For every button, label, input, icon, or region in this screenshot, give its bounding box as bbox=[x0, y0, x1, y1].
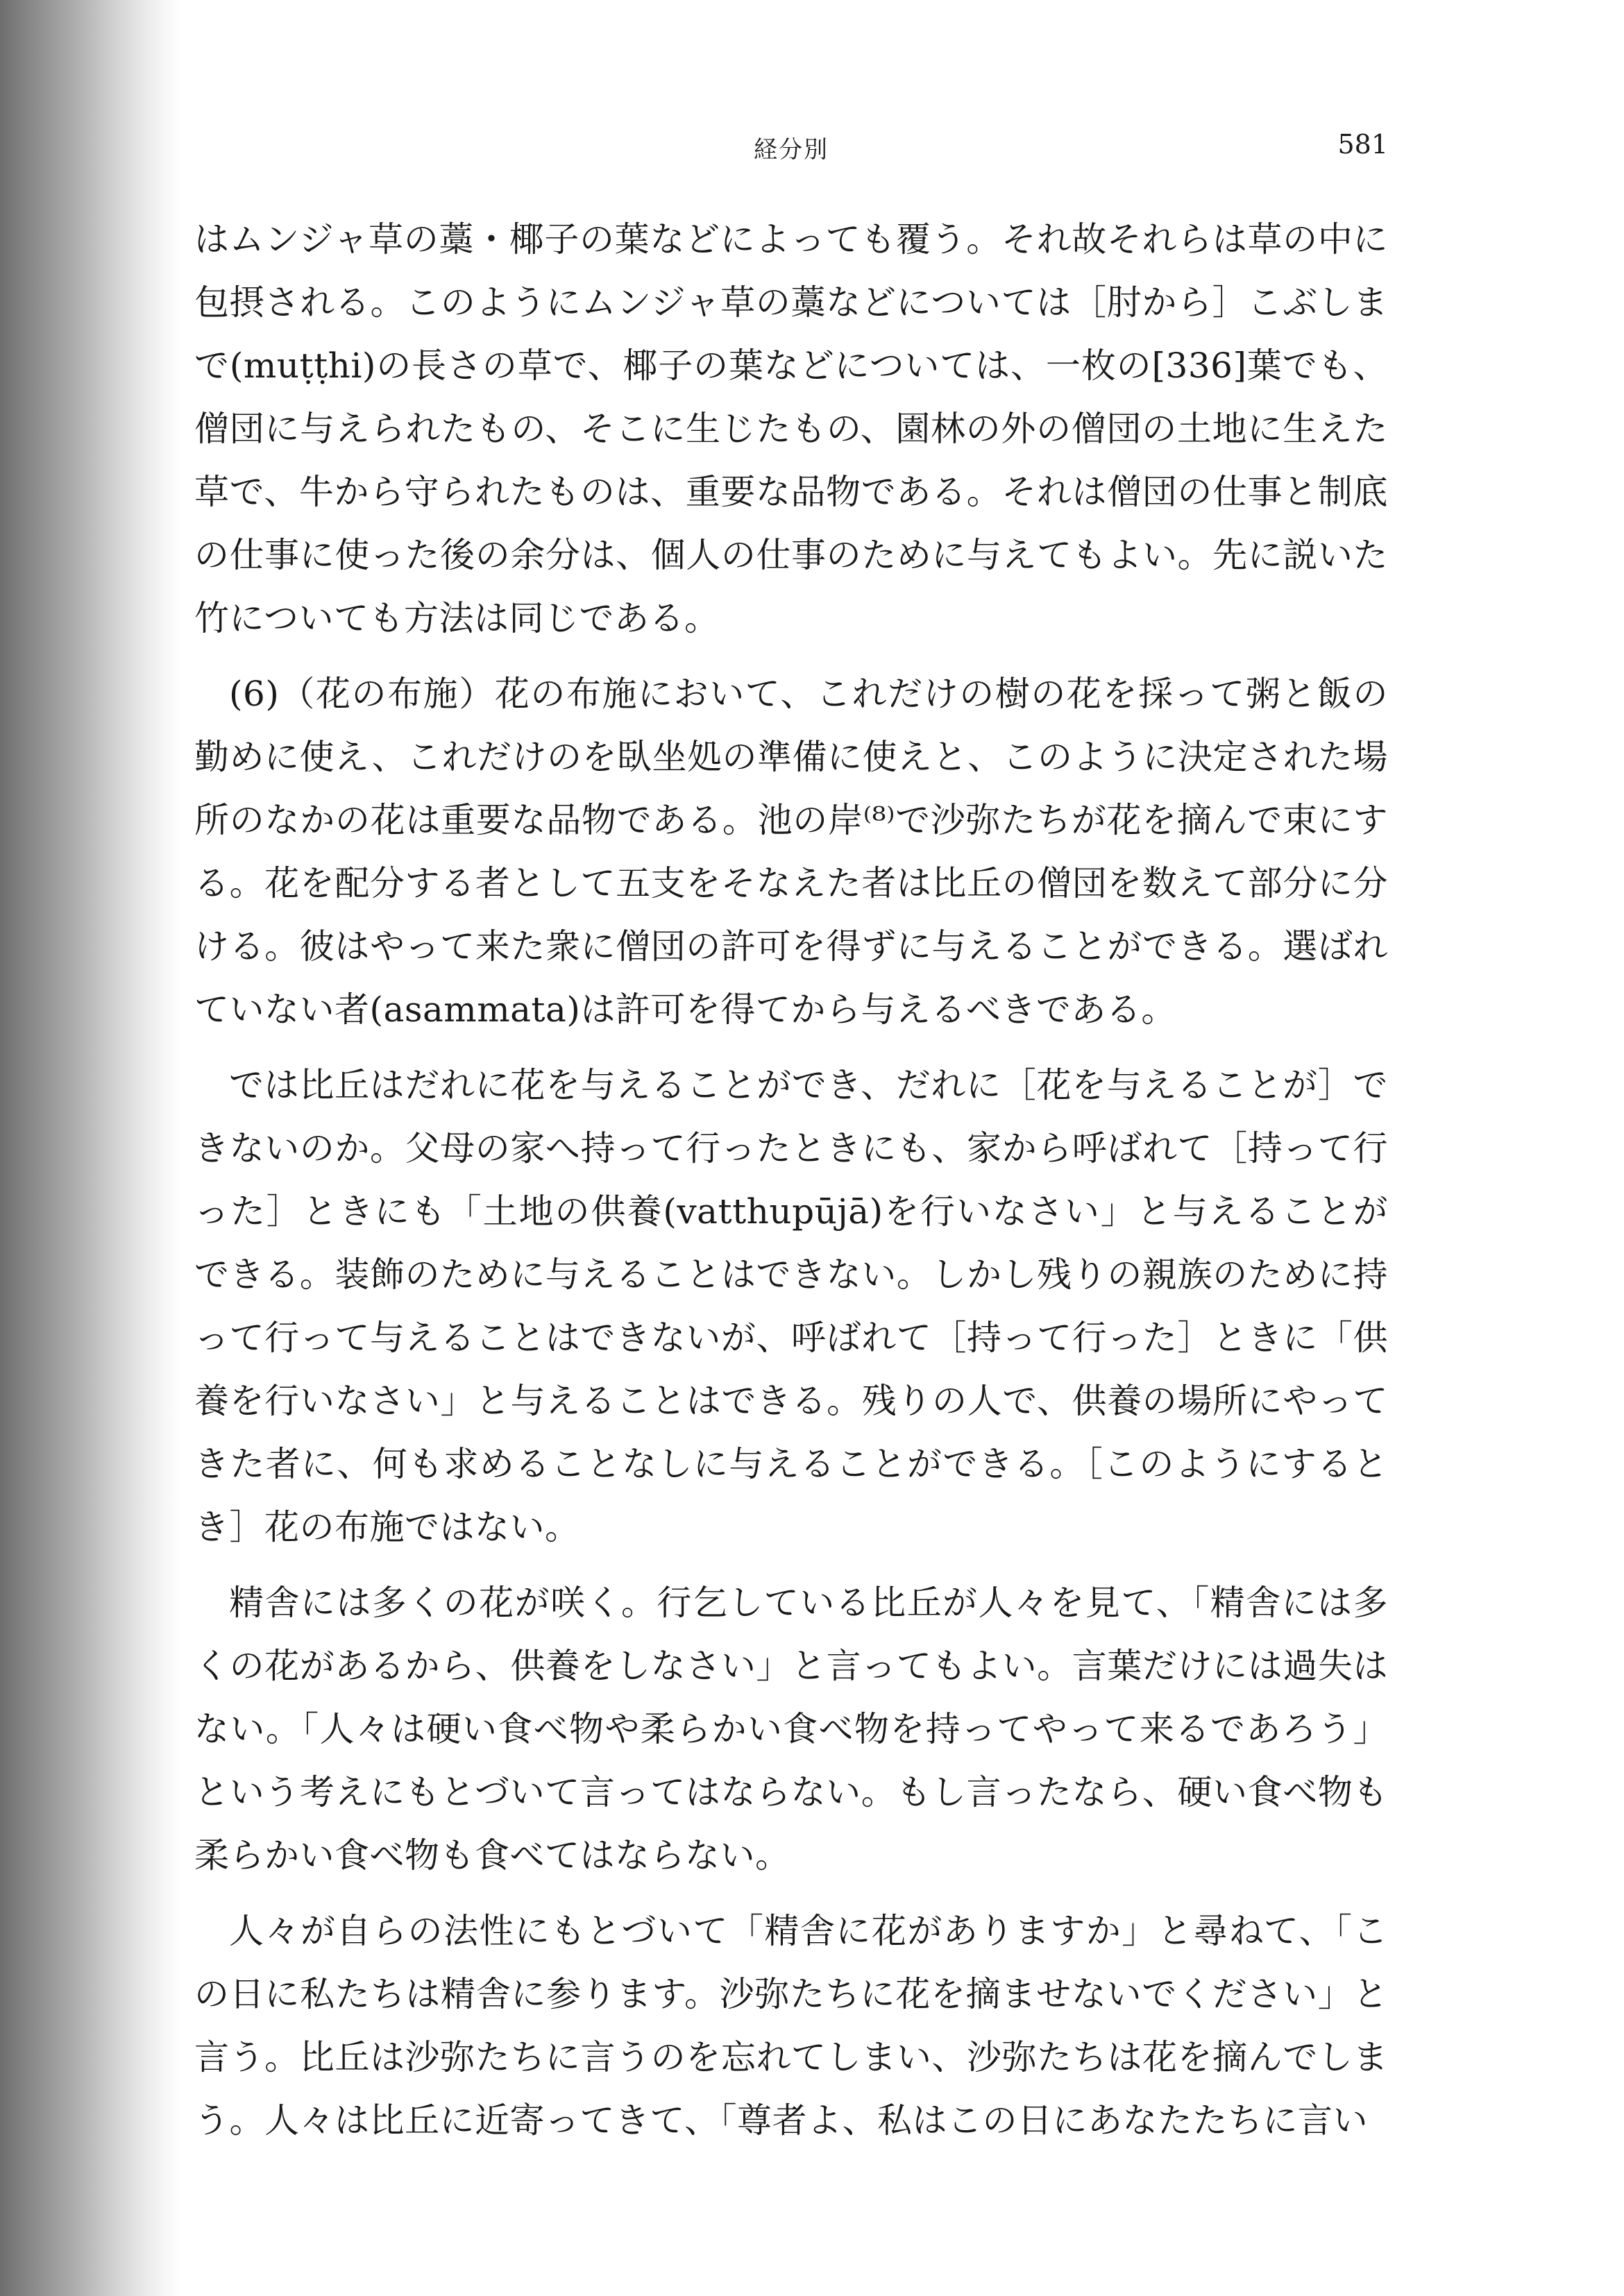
running-head: 経分別 bbox=[754, 136, 829, 164]
page-header bbox=[194, 130, 1388, 172]
paragraph-4: 精舎には多くの花が咲く。行乞している比丘が人々を見て、「精舎には多くの花があるから、供養をしなさい」と言ってもよい。言葉だけには過失はない。「人々は硬い食べ物や柔らかい食べ物を持ってやって来るであろう」という考えにもとづいて言ってはならない。もし言ったなら、硬い食べ物も柔らかい食べ物も食べてはならない。 bbox=[194, 1583, 1388, 1876]
book-spine-shadow bbox=[0, 0, 180, 2296]
body-text bbox=[194, 208, 1388, 2165]
paragraph-3: では比丘はだれに花を与えることができ、だれに［花を与えることが］できないのか。父母の家へ持って行ったときにも、家から呼ばれて［持って行った］ときにも「土地の供養(vatthupūjā)を行いなさい」と与えることができる。装飾のために与えることはできない。しかし残りの親族のために持って行って与えることはできないが、呼ばれて［持って行った］ときに「供養を行いなさい」と与えることはできる。残りの人で、供養の場所にやってきた者に、何も求めることなしに与えることができる。［このようにするとき］花の布施ではない。 bbox=[194, 1065, 1388, 1547]
paragraph-2: (6)（花の布施）花の布施において、これだけの樹の花を採って粥と飯の勤めに使え、これだけのを臥坐処の準備に使えと、このように決定された場所のなかの花は重要な品物である。池の岸⁽⁸⁾で沙弥たちが花を摘んで束にする。花を配分する者として五支をそなえた者は比丘の僧団を数えて部分に分ける。彼はやって来た衆に僧団の許可を得ずに与えることができる。選ばれていない者(asammata)は許可を得てから与えるべきである。 bbox=[194, 674, 1388, 1030]
paragraph-5: 人々が自らの法性にもとづいて「精舎に花がありますか」と尋ねて、「この日に私たちは精舎に参ります。沙弥たちに花を摘ませないでください」と言う。比丘は沙弥たちに言うのを忘れてしまい、沙弥たちは花を摘んでしまう。人々は比丘に近寄ってきて、「尊者よ、私はこの日にあなたたちに言い bbox=[194, 1911, 1388, 2141]
page-number: 581 bbox=[1337, 129, 1388, 160]
paragraph-1: はムンジャ草の藁・椰子の葉などによっても覆う。それ故それらは草の中に包摂される。このようにムンジャ草の藁などについては［肘から］こぶしまで(muṭṭhi)の長さの草で、椰子の葉などについては、一枚の[336]葉でも、僧団に与えられたもの、そこに生じたもの、園林の外の僧団の土地に生えた草で、牛から守られたものは、重要な品物である。それは僧団の仕事と制底の仕事に使った後の余分は、個人の仕事のために与えてもよい。先に説いた竹についても方法は同じである。 bbox=[194, 219, 1388, 638]
